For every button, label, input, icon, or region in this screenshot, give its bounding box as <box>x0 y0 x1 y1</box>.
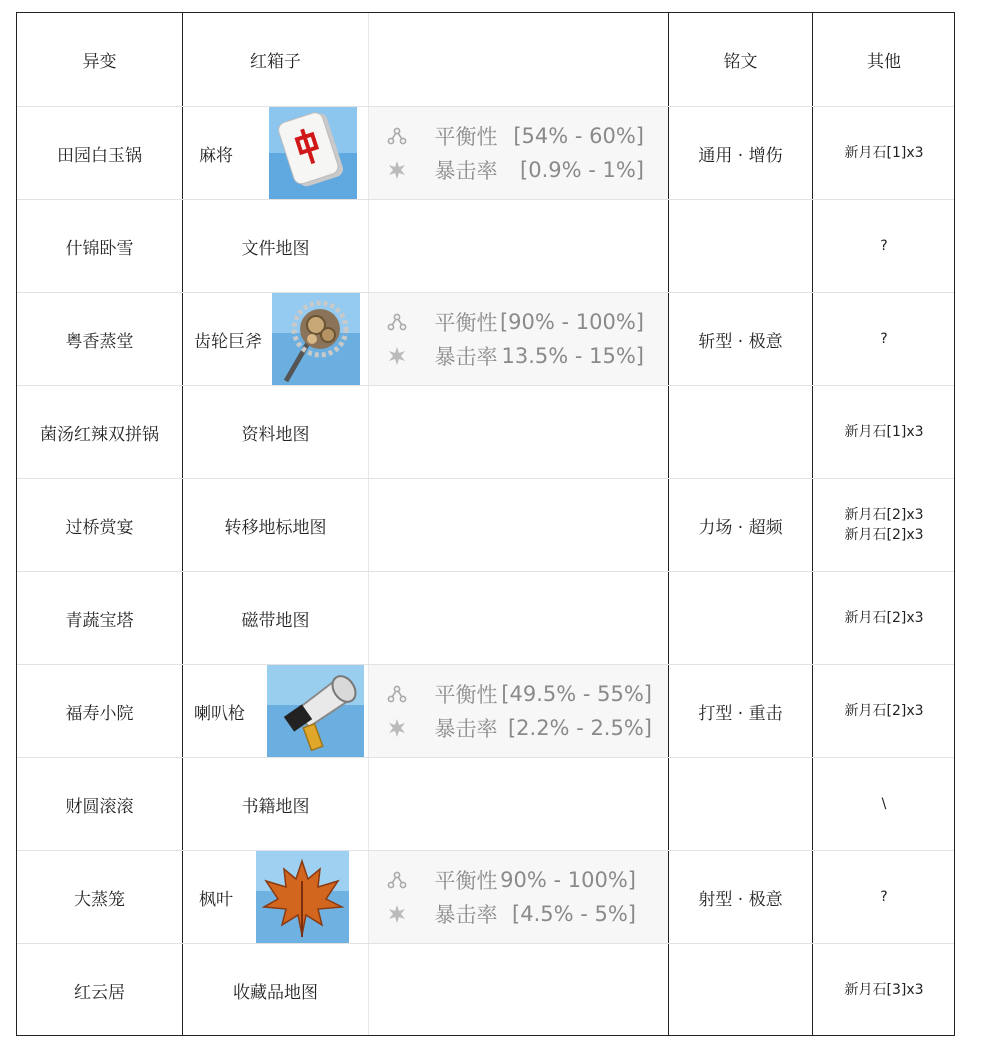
other-cell: ? <box>880 331 888 347</box>
header-stats <box>369 13 668 106</box>
inscription-cell: 斩型 · 极意 <box>698 331 783 352</box>
crit-label: 暴击率 <box>434 717 498 741</box>
crit-label: 暴击率 <box>434 345 498 369</box>
inscription-cell <box>669 944 812 1036</box>
crit-range: [0.9% - 1%] <box>520 158 644 182</box>
other-cell: 新月石[3]x3 <box>844 982 924 998</box>
other-cell: \ <box>881 796 887 812</box>
table-row <box>17 199 954 292</box>
megaphone-icon <box>267 665 364 757</box>
header-inscription: 铭文 <box>723 52 758 72</box>
maple-leaf-icon <box>256 851 349 943</box>
crit-range: 13.5% - 15%] <box>501 344 644 368</box>
inscription-cell <box>669 386 812 478</box>
item-cell: 文件地图 <box>241 238 310 259</box>
balance-stat <box>387 119 668 153</box>
other-cell: ? <box>880 238 888 254</box>
crit-stat <box>387 897 668 931</box>
table-row <box>17 106 954 199</box>
other-cell: 新月石[2]x3 新月石[2]x3 <box>844 507 924 543</box>
balance-icon <box>387 684 407 704</box>
other-cell: ? <box>880 889 888 905</box>
crit-stat <box>387 153 668 187</box>
item-cell: 资料地图 <box>241 424 310 445</box>
header-red-box: 红箱子 <box>250 52 301 72</box>
balance-label: 平衡性 <box>434 311 498 335</box>
balance-icon <box>387 126 407 146</box>
balance-label: 平衡性 <box>434 125 498 149</box>
anomaly-cell: 红云居 <box>74 982 125 1003</box>
inscription-cell: 通用 · 增伤 <box>698 145 783 166</box>
inscription-cell: 射型 · 极意 <box>698 889 783 910</box>
anomaly-cell: 粤香蒸堂 <box>65 331 134 352</box>
balance-label: 平衡性 <box>434 683 498 707</box>
header-other: 其他 <box>867 52 901 72</box>
item-name: 麻将 <box>199 145 233 166</box>
gear-axe-icon <box>272 293 360 385</box>
table-row <box>17 943 954 1036</box>
stats-cell <box>369 200 668 292</box>
stats-cell <box>369 944 668 1036</box>
table-row <box>17 664 954 757</box>
item-cell <box>183 107 368 199</box>
stats-cell <box>369 386 668 478</box>
balance-stat <box>387 863 668 897</box>
item-cell <box>183 851 368 943</box>
item-cell: 收藏品地图 <box>233 982 318 1003</box>
balance-icon <box>387 870 407 890</box>
inscription-cell: 力场 · 超频 <box>698 517 783 538</box>
item-name: 枫叶 <box>199 889 233 910</box>
table-header <box>17 13 954 106</box>
other-cell: 新月石[2]x3 <box>844 610 924 626</box>
anomaly-cell: 财圆滚滚 <box>65 796 134 817</box>
crit-range: [4.5% - 5%] <box>512 902 636 926</box>
item-name: 齿轮巨斧 <box>194 331 262 352</box>
stats-cell <box>369 572 668 664</box>
stats-cell <box>369 479 668 571</box>
anomaly-cell: 福寿小院 <box>65 703 134 724</box>
anomaly-cell: 过桥赏宴 <box>65 517 134 538</box>
stats-cell <box>369 665 668 757</box>
stats-cell <box>369 107 668 199</box>
item-cell: 转移地标地图 <box>224 517 327 538</box>
crit-icon <box>387 904 407 924</box>
balance-stat <box>387 305 668 339</box>
crit-stat <box>387 339 668 373</box>
stats-cell <box>369 758 668 850</box>
inscription-cell <box>669 572 812 664</box>
item-cell: 磁带地图 <box>241 610 310 631</box>
anomaly-cell: 青蔬宝塔 <box>65 610 134 631</box>
table-row <box>17 292 954 385</box>
anomaly-cell: 大蒸笼 <box>74 889 125 910</box>
mahjong-tile-icon <box>269 107 357 199</box>
crit-range: [2.2% - 2.5%] <box>507 716 652 740</box>
balance-range: [54% - 60%] <box>513 124 644 148</box>
balance-range: [90% - 100%] <box>499 310 644 334</box>
loot-table <box>16 12 955 1036</box>
balance-stat <box>387 677 668 711</box>
balance-label: 平衡性 <box>434 869 498 893</box>
table-row <box>17 571 954 664</box>
crit-icon <box>387 346 407 366</box>
item-name: 喇叭枪 <box>194 703 245 724</box>
other-cell: 新月石[1]x3 <box>844 424 924 440</box>
stats-cell <box>369 851 668 943</box>
other-cell: 新月石[2]x3 <box>844 703 924 719</box>
item-cell: 书籍地图 <box>241 796 310 817</box>
inscription-cell <box>669 758 812 850</box>
crit-label: 暴击率 <box>434 159 498 183</box>
crit-icon <box>387 718 407 738</box>
table-row <box>17 757 954 850</box>
anomaly-cell: 菌汤红辣双拼锅 <box>40 424 159 445</box>
anomaly-cell: 田园白玉锅 <box>57 145 142 166</box>
crit-icon <box>387 160 407 180</box>
balance-icon <box>387 312 407 332</box>
item-cell <box>183 293 368 385</box>
inscription-cell <box>669 200 812 292</box>
header-anomaly: 异变 <box>82 52 117 72</box>
item-cell <box>183 665 368 757</box>
balance-range: 90% - 100%] <box>500 868 636 892</box>
table-row <box>17 385 954 478</box>
anomaly-cell: 什锦卧雪 <box>65 238 134 259</box>
table-row <box>17 850 954 943</box>
crit-stat <box>387 711 668 745</box>
table-row <box>17 478 954 571</box>
stats-cell <box>369 293 668 385</box>
other-cell: 新月石[1]x3 <box>844 145 924 161</box>
inscription-cell: 打型 · 重击 <box>698 703 783 724</box>
balance-range: [49.5% - 55%] <box>501 682 652 706</box>
crit-label: 暴击率 <box>434 903 498 927</box>
